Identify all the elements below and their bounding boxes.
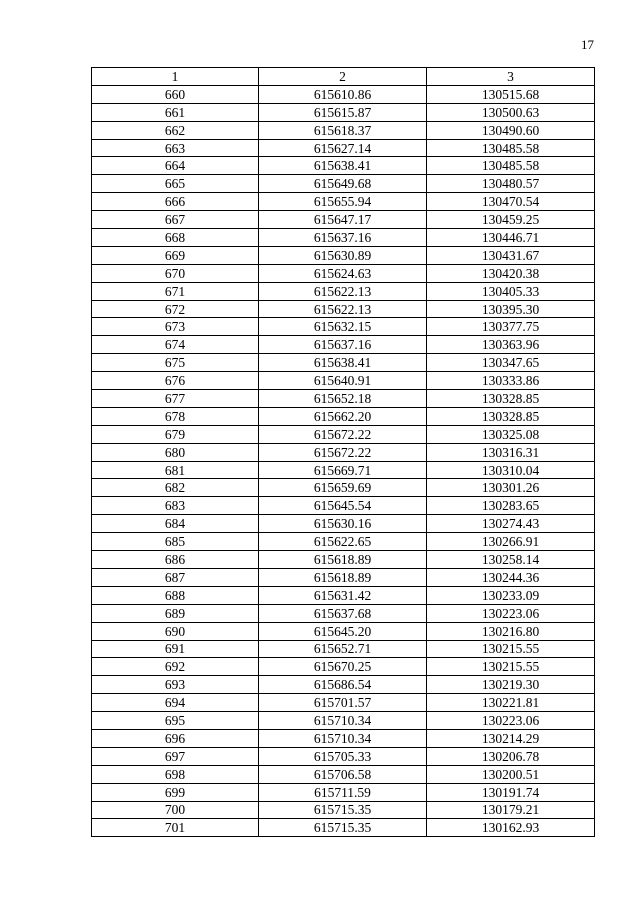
table-row — [92, 497, 595, 515]
table-row — [92, 479, 595, 497]
point-number-cell: 671 — [92, 282, 259, 300]
table-row — [92, 300, 595, 318]
x-coordinate-cell: 615669.71 — [259, 461, 427, 479]
table-row — [92, 533, 595, 551]
table-row — [92, 676, 595, 694]
point-number-cell: 661 — [92, 103, 259, 121]
table-row — [92, 765, 595, 783]
x-coordinate-cell: 615705.33 — [259, 747, 427, 765]
point-number-cell: 660 — [92, 85, 259, 103]
point-number-cell: 686 — [92, 551, 259, 569]
point-number-cell: 683 — [92, 497, 259, 515]
point-number-cell: 694 — [92, 694, 259, 712]
y-coordinate-cell: 130191.74 — [427, 783, 595, 801]
table-row — [92, 229, 595, 247]
y-coordinate-cell: 130500.63 — [427, 103, 595, 121]
x-coordinate-cell: 615631.42 — [259, 586, 427, 604]
y-coordinate-cell: 130214.29 — [427, 729, 595, 747]
column-header-1: 1 — [92, 68, 259, 86]
y-coordinate-cell: 130244.36 — [427, 568, 595, 586]
point-number-cell: 696 — [92, 729, 259, 747]
table-body — [92, 85, 595, 836]
y-coordinate-cell: 130470.54 — [427, 193, 595, 211]
y-coordinate-cell: 130485.58 — [427, 139, 595, 157]
x-coordinate-cell: 615645.20 — [259, 622, 427, 640]
y-coordinate-cell: 130420.38 — [427, 264, 595, 282]
x-coordinate-cell: 615618.89 — [259, 551, 427, 569]
x-coordinate-cell: 615645.54 — [259, 497, 427, 515]
x-coordinate-cell: 615652.71 — [259, 640, 427, 658]
table-row — [92, 139, 595, 157]
y-coordinate-cell: 130431.67 — [427, 246, 595, 264]
x-coordinate-cell: 615638.41 — [259, 354, 427, 372]
y-coordinate-cell: 130395.30 — [427, 300, 595, 318]
point-number-cell: 682 — [92, 479, 259, 497]
x-coordinate-cell: 615624.63 — [259, 264, 427, 282]
x-coordinate-cell: 615622.13 — [259, 282, 427, 300]
table-row — [92, 515, 595, 533]
x-coordinate-cell: 615672.22 — [259, 443, 427, 461]
table-row — [92, 193, 595, 211]
x-coordinate-cell: 615715.35 — [259, 801, 427, 819]
y-coordinate-cell: 130363.96 — [427, 336, 595, 354]
y-coordinate-cell: 130200.51 — [427, 765, 595, 783]
y-coordinate-cell: 130162.93 — [427, 819, 595, 837]
x-coordinate-cell: 615638.41 — [259, 157, 427, 175]
table-row — [92, 85, 595, 103]
point-number-cell: 672 — [92, 300, 259, 318]
table-row — [92, 461, 595, 479]
point-number-cell: 698 — [92, 765, 259, 783]
page-number: 17 — [581, 37, 594, 52]
point-number-cell: 676 — [92, 372, 259, 390]
point-number-cell: 668 — [92, 229, 259, 247]
x-coordinate-cell: 615630.16 — [259, 515, 427, 533]
table-row — [92, 282, 595, 300]
x-coordinate-cell: 615622.65 — [259, 533, 427, 551]
table-row — [92, 443, 595, 461]
table-row — [92, 801, 595, 819]
x-coordinate-cell: 615618.89 — [259, 568, 427, 586]
coordinates-table — [91, 67, 595, 837]
point-number-cell: 699 — [92, 783, 259, 801]
x-coordinate-cell: 615622.13 — [259, 300, 427, 318]
point-number-cell: 665 — [92, 175, 259, 193]
point-number-cell: 685 — [92, 533, 259, 551]
x-coordinate-cell: 615630.89 — [259, 246, 427, 264]
point-number-cell: 677 — [92, 390, 259, 408]
point-number-cell: 678 — [92, 407, 259, 425]
x-coordinate-cell: 615655.94 — [259, 193, 427, 211]
table-row — [92, 694, 595, 712]
table-row — [92, 121, 595, 139]
table-row — [92, 407, 595, 425]
y-coordinate-cell: 130219.30 — [427, 676, 595, 694]
table-row — [92, 425, 595, 443]
table-row — [92, 551, 595, 569]
table-row — [92, 604, 595, 622]
x-coordinate-cell: 615672.22 — [259, 425, 427, 443]
x-coordinate-cell: 615615.87 — [259, 103, 427, 121]
point-number-cell: 681 — [92, 461, 259, 479]
y-coordinate-cell: 130258.14 — [427, 551, 595, 569]
y-coordinate-cell: 130328.85 — [427, 407, 595, 425]
point-number-cell: 692 — [92, 658, 259, 676]
column-header-3: 3 — [427, 68, 595, 86]
table-row — [92, 586, 595, 604]
table-row — [92, 103, 595, 121]
y-coordinate-cell: 130223.06 — [427, 604, 595, 622]
x-coordinate-cell: 615686.54 — [259, 676, 427, 694]
y-coordinate-cell: 130347.65 — [427, 354, 595, 372]
x-coordinate-cell: 615640.91 — [259, 372, 427, 390]
point-number-cell: 667 — [92, 211, 259, 229]
table-row — [92, 211, 595, 229]
y-coordinate-cell: 130316.31 — [427, 443, 595, 461]
x-coordinate-cell: 615659.69 — [259, 479, 427, 497]
y-coordinate-cell: 130490.60 — [427, 121, 595, 139]
column-header-2: 2 — [259, 68, 427, 86]
y-coordinate-cell: 130405.33 — [427, 282, 595, 300]
y-coordinate-cell: 130206.78 — [427, 747, 595, 765]
x-coordinate-cell: 615670.25 — [259, 658, 427, 676]
table-row — [92, 568, 595, 586]
x-coordinate-cell: 615610.86 — [259, 85, 427, 103]
table-row — [92, 175, 595, 193]
point-number-cell: 669 — [92, 246, 259, 264]
table-row — [92, 658, 595, 676]
y-coordinate-cell: 130274.43 — [427, 515, 595, 533]
y-coordinate-cell: 130215.55 — [427, 658, 595, 676]
x-coordinate-cell: 615637.16 — [259, 336, 427, 354]
point-number-cell: 690 — [92, 622, 259, 640]
point-number-cell: 679 — [92, 425, 259, 443]
table-row — [92, 354, 595, 372]
y-coordinate-cell: 130459.25 — [427, 211, 595, 229]
y-coordinate-cell: 130266.91 — [427, 533, 595, 551]
x-coordinate-cell: 615647.17 — [259, 211, 427, 229]
table-row — [92, 729, 595, 747]
point-number-cell: 688 — [92, 586, 259, 604]
point-number-cell: 700 — [92, 801, 259, 819]
point-number-cell: 673 — [92, 318, 259, 336]
y-coordinate-cell: 130301.26 — [427, 479, 595, 497]
y-coordinate-cell: 130223.06 — [427, 712, 595, 730]
y-coordinate-cell: 130325.08 — [427, 425, 595, 443]
table-row — [92, 640, 595, 658]
x-coordinate-cell: 615715.35 — [259, 819, 427, 837]
y-coordinate-cell: 130333.86 — [427, 372, 595, 390]
x-coordinate-cell: 615618.37 — [259, 121, 427, 139]
x-coordinate-cell: 615649.68 — [259, 175, 427, 193]
point-number-cell: 674 — [92, 336, 259, 354]
table-row — [92, 747, 595, 765]
y-coordinate-cell: 130221.81 — [427, 694, 595, 712]
point-number-cell: 675 — [92, 354, 259, 372]
point-number-cell: 695 — [92, 712, 259, 730]
point-number-cell: 663 — [92, 139, 259, 157]
y-coordinate-cell: 130515.68 — [427, 85, 595, 103]
x-coordinate-cell: 615710.34 — [259, 729, 427, 747]
y-coordinate-cell: 130480.57 — [427, 175, 595, 193]
table-row — [92, 622, 595, 640]
y-coordinate-cell: 130328.85 — [427, 390, 595, 408]
y-coordinate-cell: 130215.55 — [427, 640, 595, 658]
x-coordinate-cell: 615662.20 — [259, 407, 427, 425]
x-coordinate-cell: 615711.59 — [259, 783, 427, 801]
point-number-cell: 684 — [92, 515, 259, 533]
table-row — [92, 783, 595, 801]
point-number-cell: 697 — [92, 747, 259, 765]
x-coordinate-cell: 615627.14 — [259, 139, 427, 157]
y-coordinate-cell: 130179.21 — [427, 801, 595, 819]
table-row — [92, 264, 595, 282]
point-number-cell: 701 — [92, 819, 259, 837]
y-coordinate-cell: 130377.75 — [427, 318, 595, 336]
x-coordinate-cell: 615637.16 — [259, 229, 427, 247]
point-number-cell: 691 — [92, 640, 259, 658]
table-row — [92, 336, 595, 354]
point-number-cell: 666 — [92, 193, 259, 211]
y-coordinate-cell: 130485.58 — [427, 157, 595, 175]
x-coordinate-cell: 615710.34 — [259, 712, 427, 730]
table-row — [92, 246, 595, 264]
point-number-cell: 670 — [92, 264, 259, 282]
table-row — [92, 390, 595, 408]
y-coordinate-cell: 130310.04 — [427, 461, 595, 479]
table-header — [92, 68, 595, 86]
point-number-cell: 680 — [92, 443, 259, 461]
y-coordinate-cell: 130216.80 — [427, 622, 595, 640]
header-row — [92, 68, 595, 86]
table-row — [92, 712, 595, 730]
point-number-cell: 664 — [92, 157, 259, 175]
point-number-cell: 662 — [92, 121, 259, 139]
x-coordinate-cell: 615637.68 — [259, 604, 427, 622]
y-coordinate-cell: 130283.65 — [427, 497, 595, 515]
x-coordinate-cell: 615706.58 — [259, 765, 427, 783]
x-coordinate-cell: 615652.18 — [259, 390, 427, 408]
point-number-cell: 689 — [92, 604, 259, 622]
table-row — [92, 318, 595, 336]
y-coordinate-cell: 130233.09 — [427, 586, 595, 604]
table-row — [92, 819, 595, 837]
x-coordinate-cell: 615632.15 — [259, 318, 427, 336]
table-row — [92, 157, 595, 175]
y-coordinate-cell: 130446.71 — [427, 229, 595, 247]
point-number-cell: 693 — [92, 676, 259, 694]
x-coordinate-cell: 615701.57 — [259, 694, 427, 712]
table-row — [92, 372, 595, 390]
point-number-cell: 687 — [92, 568, 259, 586]
